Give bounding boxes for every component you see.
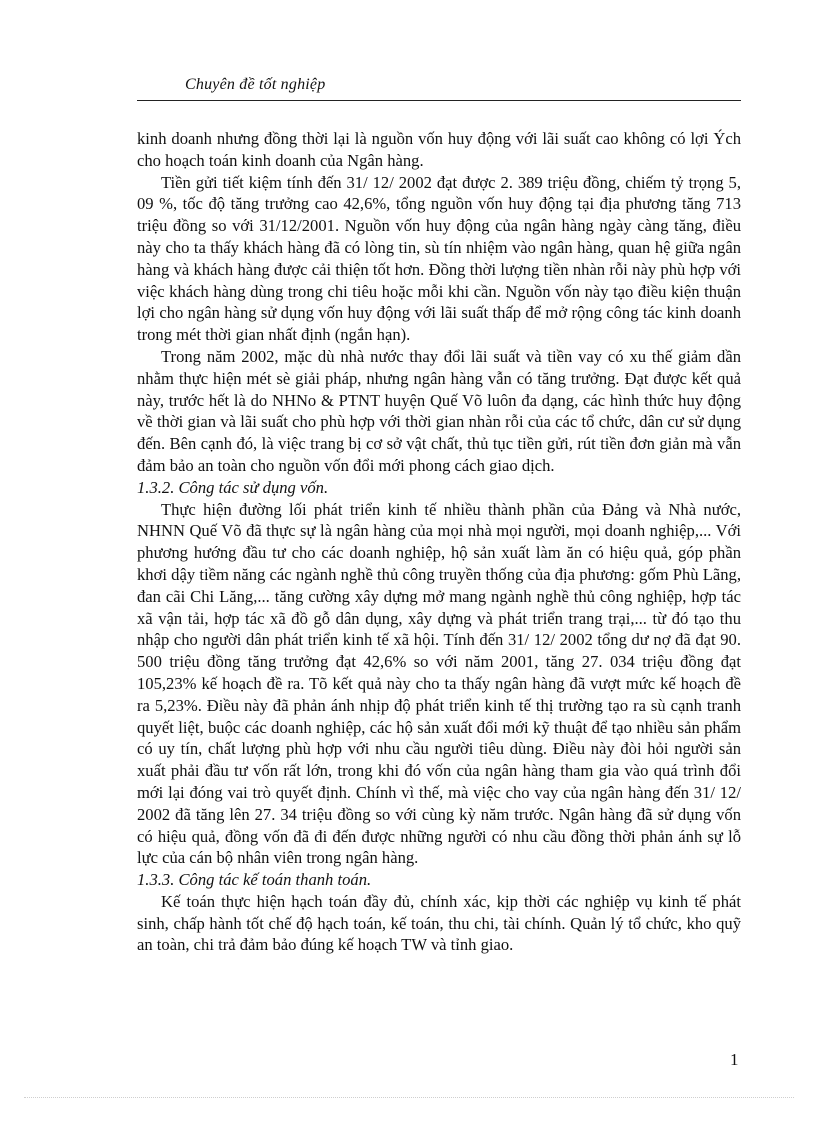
page-number: 1 — [730, 1050, 739, 1069]
document-body — [137, 128, 741, 956]
section-heading-capital-use: 1.3.2. Công tác sử dụng vốn. — [137, 477, 329, 497]
section-heading-accounting: 1.3.3. Công tác kế toán thanh toán. — [137, 870, 372, 890]
footer-divider — [24, 1097, 794, 1098]
paragraph-capital-use: Thực hiện đường lối phát triển kinh tế nhiều thành phần của Đảng và Nhà nước, NHNN Quế Võ đã thực sự là ngân hàng của mọi nhà mọi người, mọi doanh nghiệp,... Với phương hướng đầu tư cho các doanh nghiệp, hộ sản xuất làm ăn có hiệu quả, góp phần khơi dậy tiềm năng các ngành nghề thủ công truyền thống của địa phương: gốm Phù Lãng, đan cãi Chi Lăng,... tăng cường xây dựng mở mang ngành nghề thủ công nghiệp, hợp tác xã vận tải, hợp tác xã đồ gỗ dân dụng, xây dựng và phát triển trang trại,... từ đó tạo thu nhập cho người dân phát triển kinh tế xã hội. Tính đến 31/ 12/ 2002 tổng dư nợ đã đạt 90. 500 triệu đồng tăng trưởng đạt 42,6% so với năm 2001, tăng 27. 034 triệu đồng đạt 105,23% kế hoạch đề ra. Tõ kết quả này cho ta thấy ngân hàng đã vượt mức kế hoạch đề ra 5,23%. Điều này đã phản ánh nhịp độ phát triển kinh tế thị trường tạo ra sù cạnh tranh quyết liệt, buộc các doanh nghiệp, các hộ sản xuất đổi mới kỹ thuật để tạo nhiều sản phẩm có uy tín, chất lượng phù hợp với nhu cầu người tiêu dùng. Điều này đòi hỏi người sản xuất phải đầu tư vốn rất lớn, trong khi đó vốn của ngân hàng tham gia vào quá trình đổi mới lại đóng vai trò quyết định. Chính vì thế, mà việc cho vay của ngân hàng đến 31/ 12/ 2002 đã tăng lên 27. 34 triệu đồng so với cùng kỳ năm trước. Ngân hàng đã sử dụng vốn có hiệu quả, đồng vốn đã đi đến được những người có nhu cầu đồng thời phản ánh sự lỗ lực của cán bộ nhân viên trong ngân hàng. — [137, 499, 741, 868]
paragraph-year-2002: Trong năm 2002, mặc dù nhà nước thay đổi lãi suất và tiền vay có xu thế giảm dần nhằm thực hiện mét sè giải pháp, nhưng ngân hàng vẫn có tăng trưởng. Đạt được kết quả này, trước hết là do NHNo & PTNT huyện Quế Võ luôn đa dạng, các hình thức huy động về thời gian và lãi suất cho phù hợp với thời gian nhàn rỗi của các tổ chức, dân cư sử dụng đến. Bên cạnh đó, là việc trang bị cơ sở vật chất, thủ tục tiền gửi, rút tiền đơn giản mà vẫn đảm bảo an toàn cho nguồn vốn đổi mới phong cách giao dịch. — [137, 346, 741, 475]
page-header — [137, 74, 741, 101]
header-title: Chuyên đề tốt nghiệp — [185, 76, 326, 93]
paragraph-continued: kinh doanh nhưng đồng thời lại là nguồn vốn huy động với lãi suất cao không có lợi Ých cho hoạch toán kinh doanh của Ngân hàng. — [137, 129, 741, 170]
paragraph-savings-deposits: Tiền gửi tiết kiệm tính đến 31/ 12/ 2002 đạt được 2. 389 triệu đồng, chiếm tỷ trọng 5, 09 %, tốc độ tăng trưởng cao 42,6%, tổng nguồn vốn huy động tại địa phương tăng 713 triệu đồng so với 31/12/2001. Nguồn vốn huy động của ngân hàng ngày càng tăng, điều này cho ta thấy khách hàng đã có lòng tin, sù tín nhiệm vào ngân hàng, quan hệ giữa ngân hàng và khách hàng được cải thiện tốt hơn. Đồng thời lượng tiền nhàn rỗi này phù hợp với việc khách hàng dùng trong chi tiêu hoặc mỗi khi cần. Nguồn vốn này tạo điều kiện thuận lợi cho ngân hàng sử dụng vốn huy động với lãi suất thấp để mở rộng công tác kinh doanh trong mét thời gian nhất định (ngắn hạn). — [137, 172, 741, 345]
paragraph-accounting: Kế toán thực hiện hạch toán đầy đủ, chính xác, kịp thời các nghiệp vụ kinh tế phát sinh, chấp hành tốt chế độ hạch toán, kế toán, thu chi, tài chính. Quản lý tổ chức, kho quỹ an toàn, chi trả đảm bảo đúng kế hoạch TW và tỉnh giao. — [137, 891, 741, 955]
